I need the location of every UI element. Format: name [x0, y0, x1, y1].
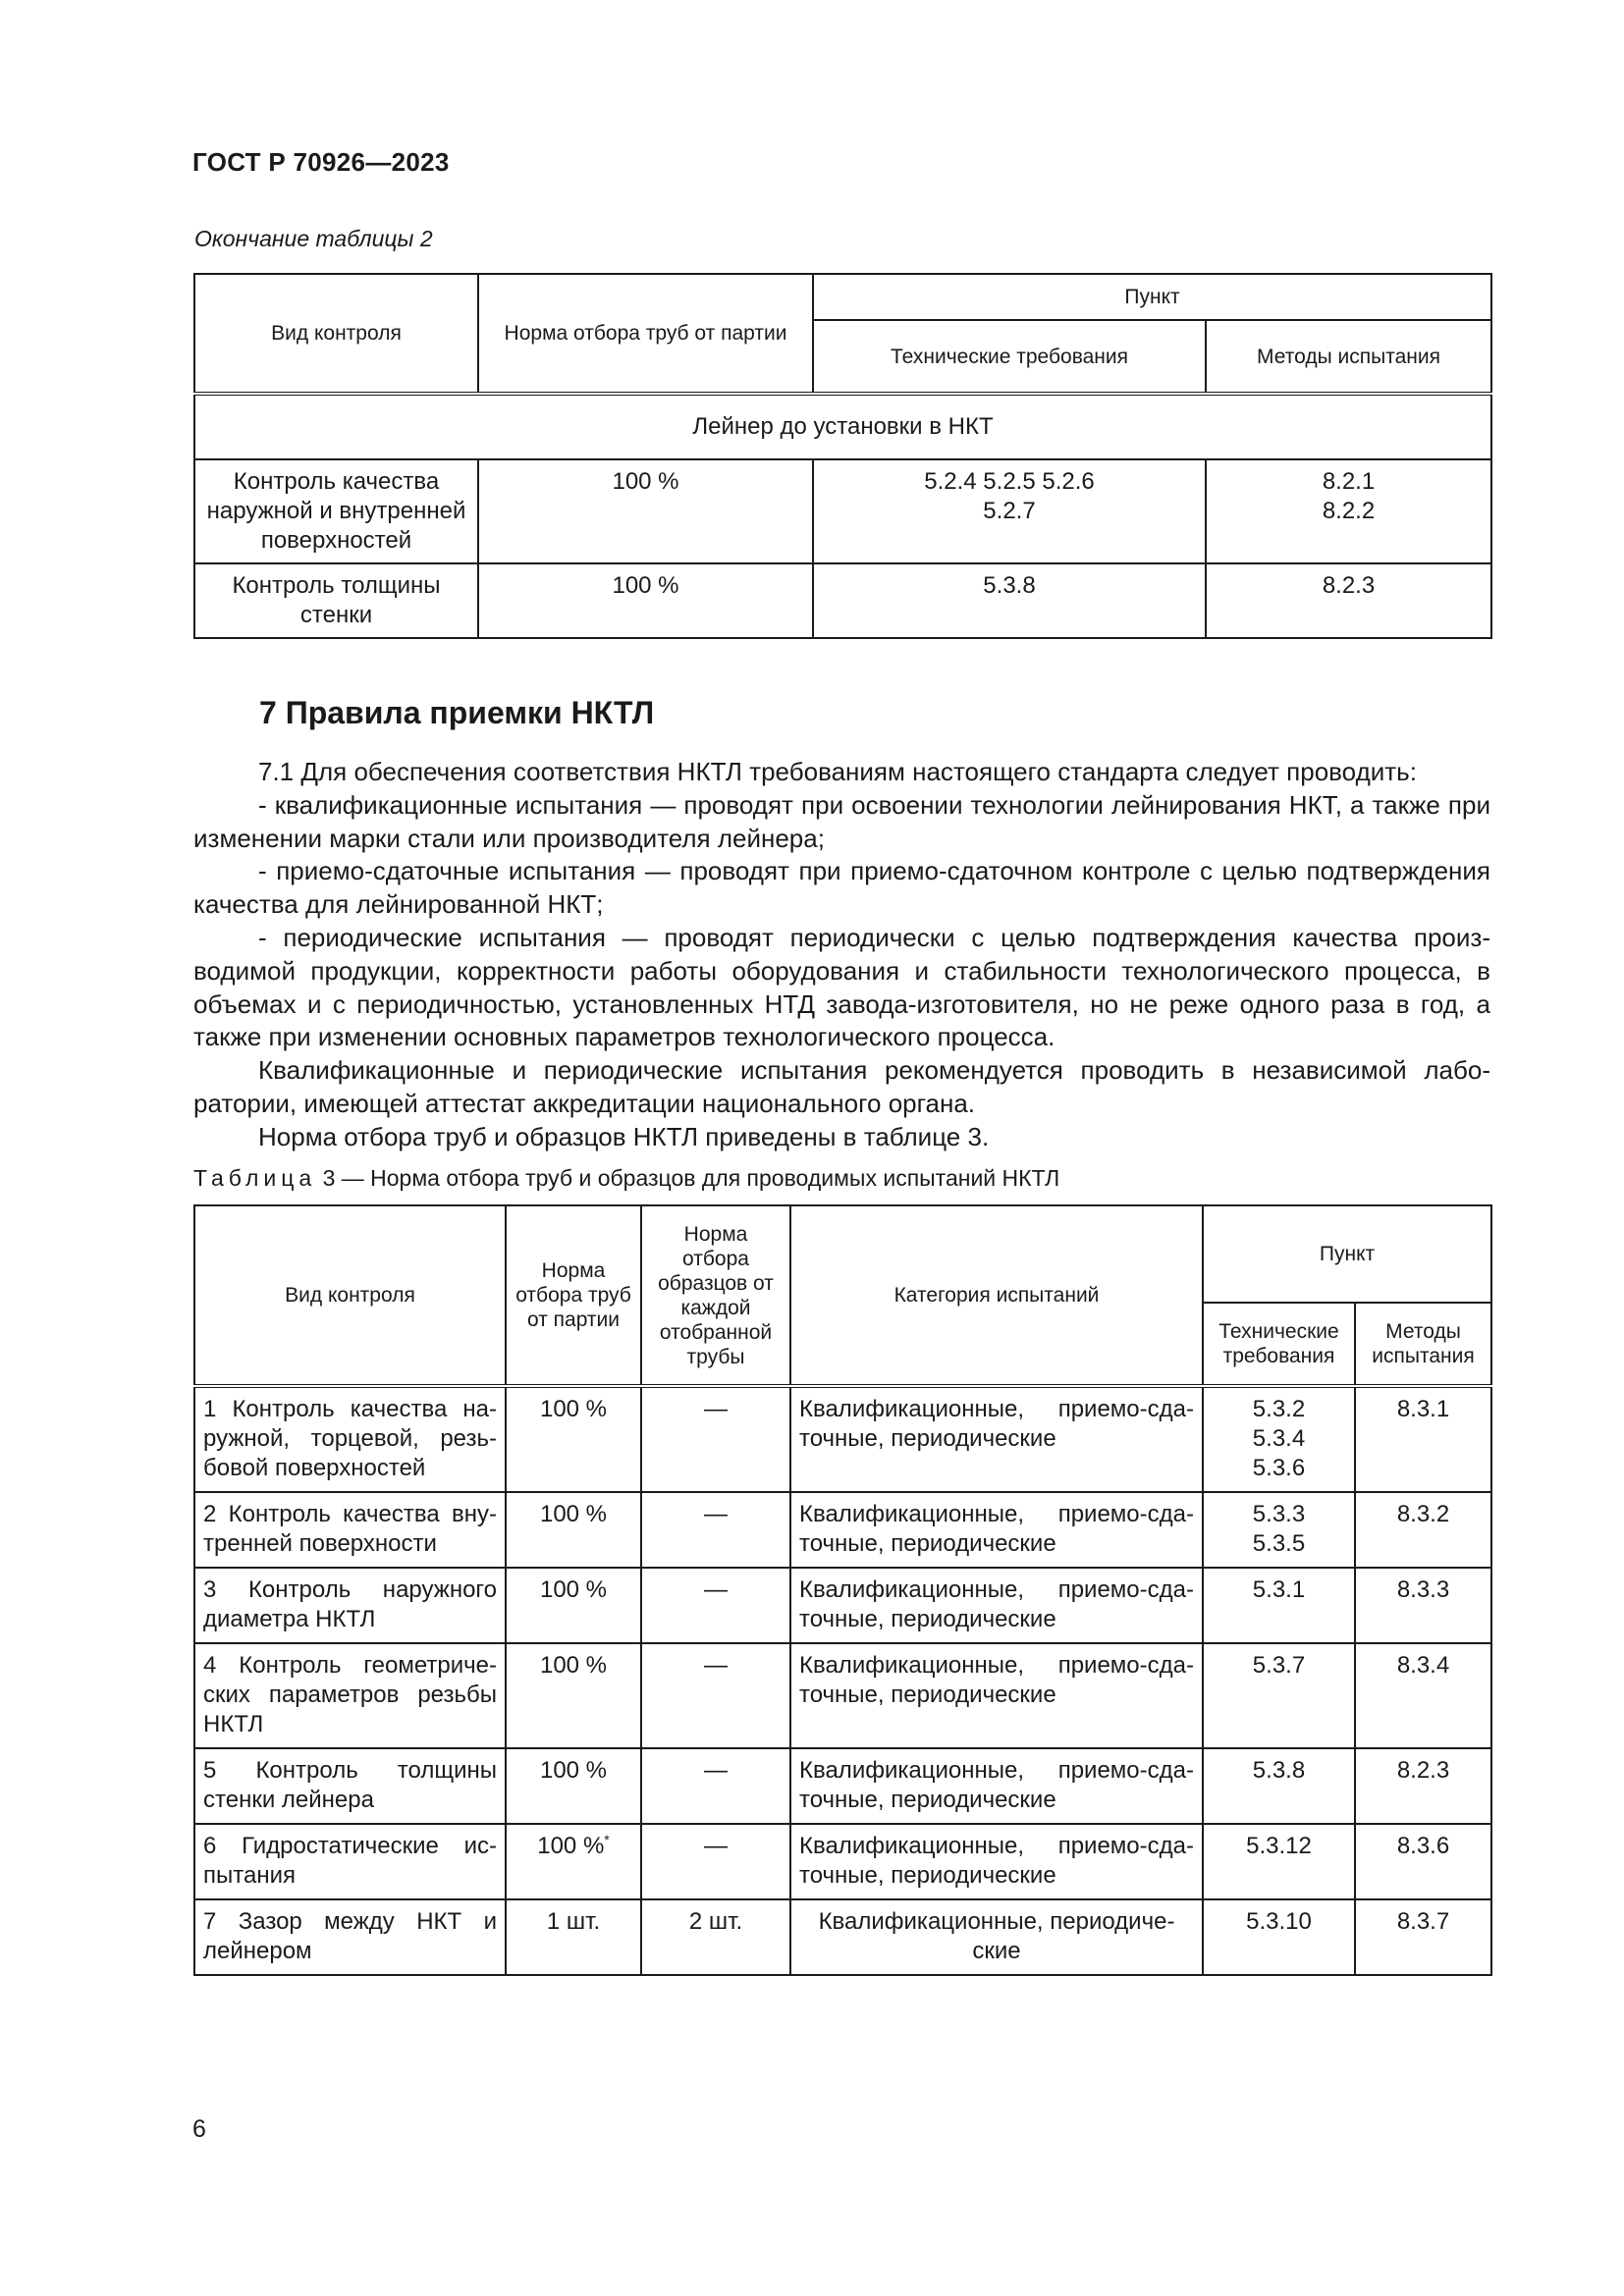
t3-cell-methods: 8.3.6: [1355, 1824, 1491, 1899]
t3-cell-control: 3 Контроль наружного диаметра НКТЛ: [194, 1568, 506, 1643]
t3-cell-sample-norm: —: [641, 1643, 790, 1748]
t2-header-sampling-norm: Норма отбора труб от партии: [478, 274, 813, 394]
t2-section-row: Лейнер до установки в НКТ: [194, 394, 1491, 459]
t3-header-category: Категория испытаний: [790, 1205, 1203, 1386]
t3-cell-tech: 5.3.12: [1203, 1824, 1355, 1899]
t3-cell-methods: 8.3.3: [1355, 1568, 1491, 1643]
table3-caption: [193, 1165, 1059, 1192]
t3-cell-category: Квалификационные, приемо-сдаточные, периодические: [790, 1748, 1203, 1824]
t3-cell-methods: 8.3.4: [1355, 1643, 1491, 1748]
t3-cell-tech: 5.3.7: [1203, 1643, 1355, 1748]
table-row: [194, 563, 1491, 638]
t3-cell-pipe-norm: 1 шт.: [506, 1899, 641, 1975]
section-7-title: 7 Правила приемки НКТЛ: [259, 695, 655, 730]
t3-header-clause: Пункт: [1203, 1205, 1491, 1303]
table2-continuation-caption: Окончание таблицы 2: [194, 226, 433, 251]
t2-header-test-methods: Методы испытания: [1206, 320, 1491, 394]
table-row: [194, 1568, 1491, 1643]
t3-cell-methods: 8.3.2: [1355, 1492, 1491, 1568]
t3-cell-tech: 5.3.10: [1203, 1899, 1355, 1975]
paragraph: 7.1 Для обеспечения соответствия НКТЛ требованиям настоящего стандарта следует проводить:: [258, 757, 1417, 786]
footnote-mark: *: [604, 1832, 610, 1847]
t3-cell-pipe-norm: 100 %: [506, 1386, 641, 1492]
t3-cell-category: Квалификационные, приемо-сдаточные, периодические: [790, 1568, 1203, 1643]
t3-cell-sample-norm: —: [641, 1748, 790, 1824]
table-2: [193, 273, 1492, 639]
table-row: [194, 1643, 1491, 1748]
t3-cell-tech: 5.3.8: [1203, 1748, 1355, 1824]
t2-header-clause: Пункт: [813, 274, 1491, 320]
t3-cell-pipe-norm: 100 %: [506, 1492, 641, 1568]
t3-cell-methods: 8.3.1: [1355, 1386, 1491, 1492]
t3-header-pipe-norm: Норма отбора труб от партии: [506, 1205, 641, 1386]
t3-header-control-type: Вид контроля: [194, 1205, 506, 1386]
t3-cell-pipe-norm: 100 %: [506, 1643, 641, 1748]
t3-header-test-methods: Методы испытания: [1355, 1303, 1491, 1386]
page-number: 6: [192, 2115, 206, 2143]
t3-cell-methods: 8.2.3: [1355, 1748, 1491, 1824]
t3-header-sample-norm: Норма отбора образцов от каждой отобранной трубы: [641, 1205, 790, 1386]
t3-cell-control: 5 Контроль толщины стенки лейнера: [194, 1748, 506, 1824]
t3-cell-category: Квалификационные, приемо-сдаточные, периодические: [790, 1492, 1203, 1568]
t3-cell-control: 4 Контроль геометрических параметров резьбы НКТЛ: [194, 1643, 506, 1748]
t3-cell-sample-norm: —: [641, 1492, 790, 1568]
t3-cell-sample-norm: —: [641, 1386, 790, 1492]
t3-cell-sample-norm: 2 шт.: [641, 1899, 790, 1975]
t2-header-tech-req: Технические требования: [813, 320, 1206, 394]
table-row: [194, 459, 1491, 563]
table-row: [194, 1386, 1491, 1492]
t3-cell-sample-norm: —: [641, 1824, 790, 1899]
t3-cell-sample-norm: —: [641, 1568, 790, 1643]
t3-cell-pipe-norm: 100 %: [506, 1568, 641, 1643]
t2-cell-methods: 8.2.3: [1206, 563, 1491, 638]
document-header: ГОСТ Р 70926—2023: [192, 147, 450, 177]
t2-cell-methods: 8.2.1 8.2.2: [1206, 459, 1491, 563]
paragraph: Квалификационные и периодические испытания рекомендуется проводить в независимой лаборатории, имеющей аттестат аккредитации национального органа.: [193, 1055, 1490, 1118]
table-row: [194, 1899, 1491, 1975]
t3-cell-category: Квалификационные, приемо-сдаточные, периодические: [790, 1643, 1203, 1748]
t2-cell-control: Контроль качества наружной и внутренней поверхностей: [194, 459, 478, 563]
t3-cell-pipe-norm: 100 %: [506, 1748, 641, 1824]
section-7-body: [193, 756, 1490, 1154]
t3-header-tech-req: Технические требования: [1203, 1303, 1355, 1386]
t2-cell-tech: 5.2.4 5.2.5 5.2.6 5.2.7: [813, 459, 1206, 563]
paragraph: Норма отбора труб и образцов НКТЛ приведены в таблице 3.: [258, 1121, 990, 1151]
paragraph: - приемо-сдаточные испытания — проводят при приемо-сдаточном контроле с целью подтверждения качества для лейнированной НКТ;: [193, 856, 1490, 920]
t3-cell-category: Квалификационные, периодические: [790, 1899, 1203, 1975]
t2-cell-control: Контроль толщины стенки: [194, 563, 478, 638]
table-3: [193, 1204, 1492, 1976]
t3-pipe-norm-value: 100 %: [537, 1833, 605, 1859]
paragraph: - квалификационные испытания — проводят при освоении технологии лейнирования НКТ, а также при изменении марки стали или производителя лейнера;: [193, 789, 1490, 853]
t3-cell-control: 6 Гидростатические испытания: [194, 1824, 506, 1899]
table-row: [194, 1748, 1491, 1824]
t2-cell-tech: 5.3.8: [813, 563, 1206, 638]
paragraph: - периодические испытания — проводят периодически с целью подтверждения качества производимой продукции, корректности работы оборудования и стабильности технологического процесса, в объемах и с периодичностью, установленных НТД завода-изготовителя, но не реже одного раза в год, а также при изменении основных параметров технологического процесса.: [193, 922, 1490, 1052]
table3-caption-label: Таблица: [193, 1165, 317, 1191]
t3-cell-category: Квалификационные, приемо-сдаточные, периодические: [790, 1386, 1203, 1492]
t3-cell-category: Квалификационные, приемо-сдаточные, периодические: [790, 1824, 1203, 1899]
t3-cell-pipe-norm: [506, 1824, 641, 1899]
t3-cell-tech: 5.3.1: [1203, 1568, 1355, 1643]
t3-cell-methods: 8.3.7: [1355, 1899, 1491, 1975]
table-row: [194, 1824, 1491, 1899]
t2-cell-norm: 100 %: [478, 563, 813, 638]
t3-cell-tech: 5.3.2 5.3.4 5.3.6: [1203, 1386, 1355, 1492]
t3-cell-tech: 5.3.3 5.3.5: [1203, 1492, 1355, 1568]
table-row: [194, 1492, 1491, 1568]
t3-cell-control: 2 Контроль качества внутренней поверхности: [194, 1492, 506, 1568]
t3-cell-control: 7 Зазор между НКТ и лейнером: [194, 1899, 506, 1975]
t3-cell-control: 1 Контроль качества наружной, торцевой, резьбовой поверхностей: [194, 1386, 506, 1492]
table3-caption-text: 3 — Норма отбора труб и образцов для проводимых испытаний НКТЛ: [316, 1165, 1060, 1191]
t2-header-control-type: Вид контроля: [194, 274, 478, 394]
t2-cell-norm: 100 %: [478, 459, 813, 563]
